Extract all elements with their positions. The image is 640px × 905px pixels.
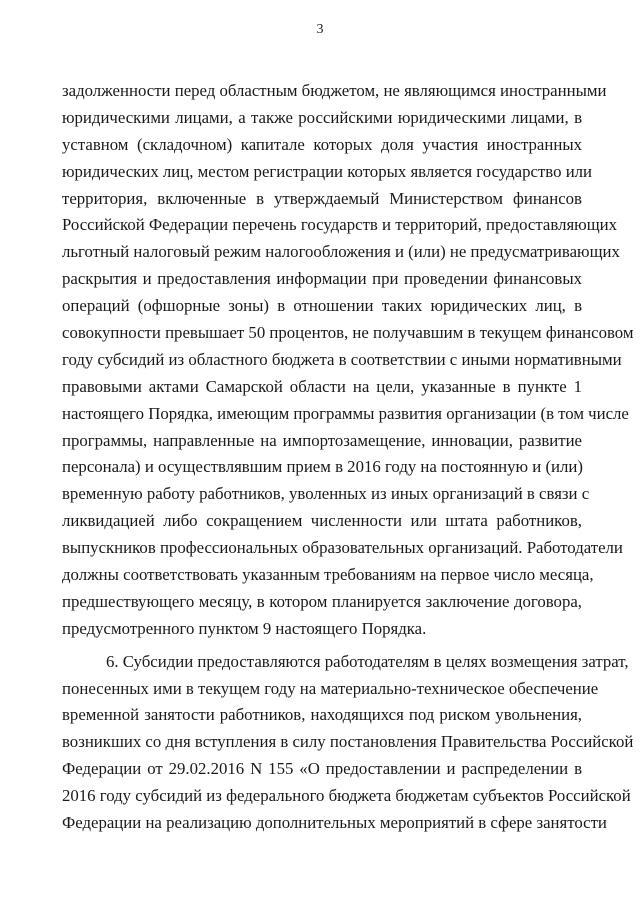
text-line: понесенных ими в текущем году на материально-техническое обеспечение (62, 678, 599, 698)
text-line: 6. Субсидии предоставляются работодателям в целях возмещения затрат, (106, 651, 629, 671)
text-line: операций (офшорные зоны) в отношении таких юридических лиц, в (62, 296, 582, 316)
text-line: территория, включенные в утверждаемый Министерством финансов (62, 188, 582, 208)
text-line: должны соответствовать указанным требованиям на первое число месяца, (62, 565, 594, 585)
text-line: выпускников профессиональных образовательных организаций. Работодатели (62, 538, 623, 558)
text-line: предшествующего месяцу, в котором планируется заключение договора, (62, 591, 582, 611)
text-line: задолженности перед областным бюджетом, не являющимся иностранными (62, 81, 607, 100)
text-line: правовыми актами Самарской области на цели, указанные в пункте 1 (62, 376, 582, 396)
text-line: временную работу работников, уволенных из иных организаций в связи с (62, 484, 590, 504)
text-line: возникших со дня вступления в силу постановления Правительства Российской (62, 732, 634, 752)
text-line: Федерации от 29.02.2016 N 155 «О предоставлении и распределении в (62, 759, 582, 779)
text-line: раскрытия и предоставления информации при проведении финансовых (62, 269, 582, 289)
text-line: ликвидацией либо сокращением численности или штата работников, (62, 511, 582, 531)
text-line: совокупности превышает 50 процентов, не получавшим в текущем финансовом (62, 323, 634, 343)
text-line: временной занятости работников, находящихся под риском увольнения, (62, 705, 582, 725)
text-line: 2016 году субсидий из федерального бюджета бюджетам субъектов Российской (62, 786, 631, 806)
text-line: Федерации на реализацию дополнительных мероприятий в сфере занятости (62, 813, 607, 833)
text-line: юридическими лицами, а также российскими юридическими лицами, в (62, 107, 582, 127)
text-line: персонала) и осуществлявшим прием в 2016 году на постоянную и (или) (62, 457, 583, 477)
text-line: уставном (складочном) капитале которых доля участия иностранных (62, 134, 582, 154)
text-line: юридических лиц, местом регистрации которых является государство или (62, 161, 593, 181)
text-line: настоящего Порядка, имеющим программы развития организации (в том числе (62, 403, 629, 423)
text-line: льготный налоговый режим налогообложения и (или) не предусматривающих (62, 242, 620, 262)
document-body (62, 78, 634, 837)
text-line: году субсидий из областного бюджета в соответствии с иными нормативными (62, 349, 622, 369)
text-line: Российской Федерации перечень государств и территорий, предоставляющих (62, 215, 617, 235)
page-number: 3 (316, 22, 324, 37)
text-line: программы, направленные на импортозамещение, инновации, развитие (62, 430, 582, 450)
text-line: предусмотренного пунктом 9 настоящего Порядка. (62, 618, 427, 638)
